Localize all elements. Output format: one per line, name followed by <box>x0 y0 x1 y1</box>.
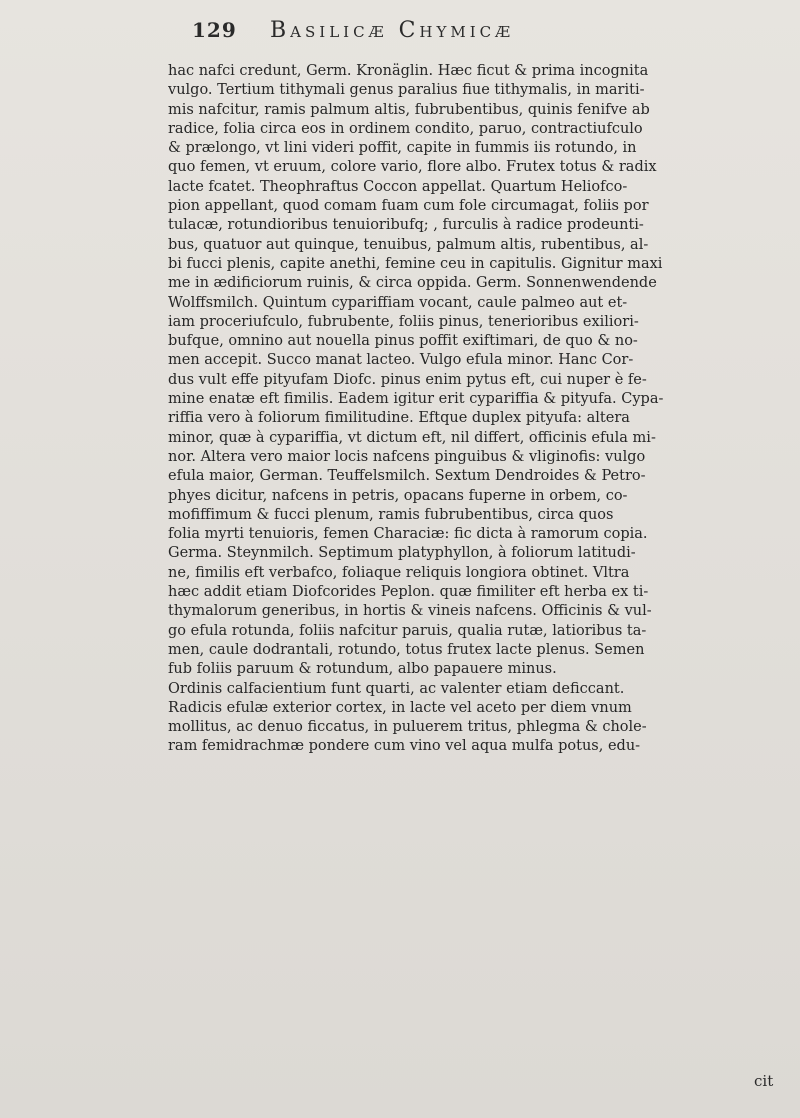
text-line: fub foliis paruum & rotundum, albo papauere minus. <box>168 661 557 678</box>
text-line: & prælongo, vt lini videri poffit, capite in fummis iis rotundo, in <box>168 140 637 157</box>
running-head: Basilicæ Chymicæ <box>270 18 515 43</box>
text-line: vulgo. Tertium tithymali genus paralius fiue tithymalis, in mariti- <box>168 82 645 99</box>
text-line: mofiffimum & fucci plenum, ramis fubrubentibus, circa quos <box>168 506 614 523</box>
text-line: tulacæ, rotundioribus tenuioribufq; , furculis à radice prodeunti- <box>168 217 644 234</box>
text-line: minor, quæ à cypariffia, vt dictum eft, nil differt, officinis efula mi- <box>168 429 656 446</box>
text-line: radice, folia circa eos in ordinem condito, paruo, contractiufculo <box>168 120 643 137</box>
text-line: thymalorum generibus, in hortis & vineis nafcens. Officinis & vul- <box>168 603 652 620</box>
text-line: me in ædificiorum ruinis, & circa oppida. Germ. Sonnenwendende <box>168 275 657 292</box>
text-line: Radicis efulæ exterior cortex, in lacte vel aceto per diem vnum <box>168 699 632 716</box>
text-line: dus vult effe pityufam Diofc. pinus enim pytus eft, cui nuper è fe- <box>168 371 647 388</box>
text-line: hac nafci credunt, Germ. Kronäglin. Hæc ficut & prima incognita <box>168 63 649 79</box>
text-line: men, caule dodrantali, rotundo, totus frutex lacte plenus. Semen <box>168 641 645 658</box>
text-line: mollitus, ac denuo ficcatus, in puluerem tritus, phlegma & chole- <box>168 719 647 736</box>
text-line: Wolffsmilch. Quintum cypariffiam vocant, caule palmeo aut et- <box>168 294 628 311</box>
text-line: mine enatæ eft fimilis. Eadem igitur erit cypariffia & pityufa. Cypa- <box>168 391 664 408</box>
text-line: mis nafcitur, ramis palmum altis, fubrubentibus, quinis fenifve ab <box>168 101 650 118</box>
catchword: cit <box>754 1072 774 1090</box>
page-header <box>192 18 782 58</box>
text-line: folia myrti tenuioris, femen Characiæ: fic dicta à ramorum copia. <box>168 526 648 543</box>
text-line: men accepit. Succo manat lacteo. Vulgo efula minor. Hanc Cor- <box>168 352 634 369</box>
text-line: Germa. Steynmilch. Septimum platyphyllon, à foliorum latitudi- <box>168 545 636 562</box>
text-line: riffia vero à foliorum fimilitudine. Eftque duplex pityufa: altera <box>168 410 630 427</box>
text-line: nor. Altera vero maior locis nafcens pinguibus & vliginofis: vulgo <box>168 448 646 465</box>
text-line: hæc addit etiam Diofcorides Peplon. quæ fimiliter eft herba ex ti- <box>168 584 649 601</box>
text-line: go efula rotunda, foliis nafcitur paruis, qualia rutæ, latioribus ta- <box>168 622 647 639</box>
text-line: quo femen, vt eruum, colore vario, flore albo. Frutex totus & radix <box>168 159 657 176</box>
page-number: 129 <box>192 18 237 42</box>
text-line: iam proceriufculo, fubrubente, foliis pinus, tenerioribus exiliori- <box>168 313 639 330</box>
text-line: Ordinis calfacientium funt quarti, ac valenter etiam deficcant. <box>168 680 625 697</box>
text-line: bi fucci plenis, capite anethi, femine ceu in capitulis. Gignitur maxi <box>168 255 663 272</box>
text-line: efula maior, German. Teuffelsmilch. Sextum Dendroides & Petro- <box>168 468 646 485</box>
text-line: bufque, omnino aut nouella pinus poffit exiftimari, de quo & no- <box>168 333 638 350</box>
body-text <box>168 62 800 757</box>
text-line: bus, quatuor aut quinque, tenuibus, palmum altis, rubentibus, al- <box>168 236 649 253</box>
text-line: phyes dicitur, nafcens in petris, opacans fuperne in orbem, co- <box>168 487 628 504</box>
text-line: pion appellant, quod comam fuam cum fole circumagat, foliis por <box>168 198 649 215</box>
text-line: lacte fcatet. Theophraftus Coccon appellat. Quartum Heliofco- <box>168 178 628 195</box>
text-line: ram femidrachmæ pondere cum vino vel aqua mulfa potus, edu- <box>168 738 641 755</box>
text-line: ne, fimilis eft verbafco, foliaque reliquis longiora obtinet. Vltra <box>168 564 630 581</box>
